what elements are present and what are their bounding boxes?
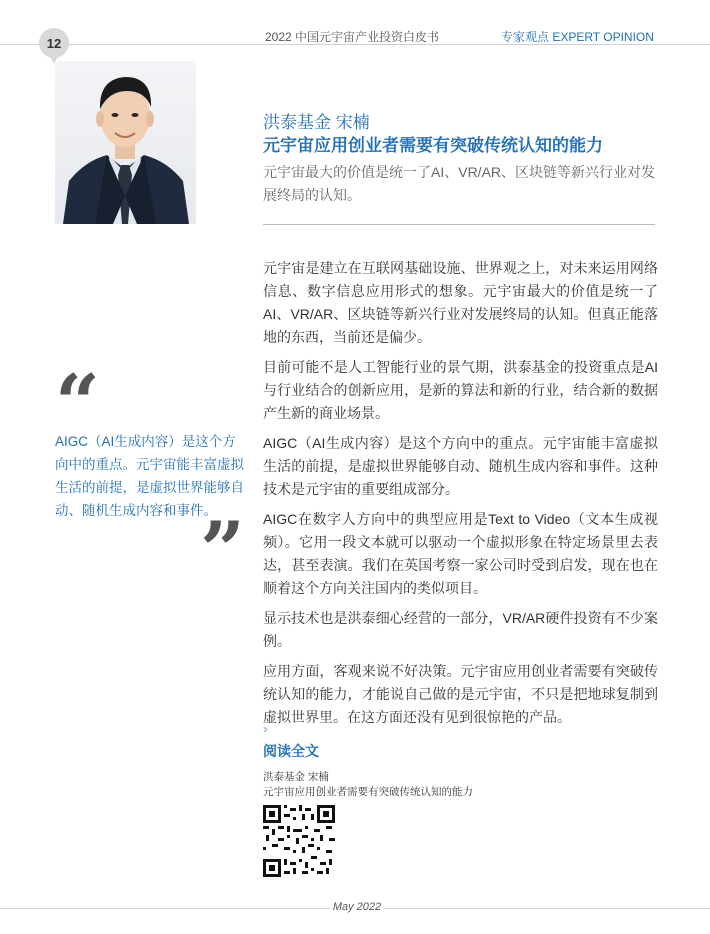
footer-rule-left	[0, 908, 330, 909]
page-number: 12	[46, 35, 62, 51]
pull-quote-text: AIGC（AI生成内容）是这个方向中的重点。元宇宙能丰富虚拟生活的前提，是虚拟世界能够自动、随机生成内容和事件。	[55, 434, 244, 518]
document-title: 2022 中国元宇宙产业投资白皮书	[265, 30, 440, 44]
footer-rule-right	[384, 908, 710, 909]
intro-divider	[263, 224, 655, 225]
body-paragraph: AIGC在数字人方向中的典型应用是Text to Video（文本生成视频）。它用一段文本就可以驱动一个虚拟形象在特定场景里去表达，甚至表演。我们在英国考察一家公司时受到启发，现在也在顺着这个方向关注国内的类似项目。	[263, 511, 658, 596]
body-paragraph: 应用方面，客观来说不好决策。元宇宙应用创业者需要有突破传统认知的能力，才能说自己做的是元宇宙，不只是把地球复制到虚拟世界里。在这方面还没有见到很惊艳的产品。	[263, 663, 658, 725]
open-quote-icon: “	[55, 358, 100, 449]
read-full-article-link[interactable]: 阅读全文	[263, 743, 319, 759]
section-label: 专家观点 EXPERT OPINION	[501, 30, 654, 44]
footer-date: May 2022	[332, 901, 382, 913]
body-paragraph: 目前可能不是人工智能行业的景气期，洪泰基金的投资重点是AI与行业结合的创新应用，是新的算法和新的行业，结合新的数据产生新的商业场景。	[263, 359, 658, 421]
double-chevron-right-icon: ››	[263, 722, 265, 736]
article-summary: 元宇宙最大的价值是统一了AI、VR/AR、区块链等新兴行业对发展终局的认知。	[263, 164, 656, 203]
author-name: 洪泰基金 宋楠	[263, 113, 370, 132]
article-headline: 元宇宙应用创业者需要有突破传统认知的能力	[263, 136, 603, 155]
qr-code[interactable]	[263, 805, 335, 877]
reference-author: 洪泰基金 宋楠	[263, 771, 329, 783]
author-portrait	[55, 61, 196, 224]
body-paragraph: 显示技术也是洪泰细心经营的一部分，VR/AR硬件投资有不少案例。	[263, 610, 658, 649]
body-paragraph: 元宇宙是建立在互联网基础设施、世界观之上，对未来运用网络信息、数字信息应用形式的想象。元宇宙最大的价值是统一了AI、VR/AR、区块链等新兴行业对发展终局的认知。但真正能落地的东西，当前还是偏少。	[263, 260, 658, 345]
page-number-badge	[39, 28, 69, 58]
article-body	[263, 257, 658, 736]
reference-title: 元宇宙应用创业者需要有突破传统认知的能力	[263, 786, 473, 798]
close-quote-icon: ”	[200, 505, 245, 596]
body-paragraph: AIGC（AI生成内容）是这个方向中的重点。元宇宙能丰富虚拟生活的前提，是虚拟世界能够自动、随机生成内容和事件。这种技术是元宇宙的重要组成部分。	[263, 435, 658, 497]
